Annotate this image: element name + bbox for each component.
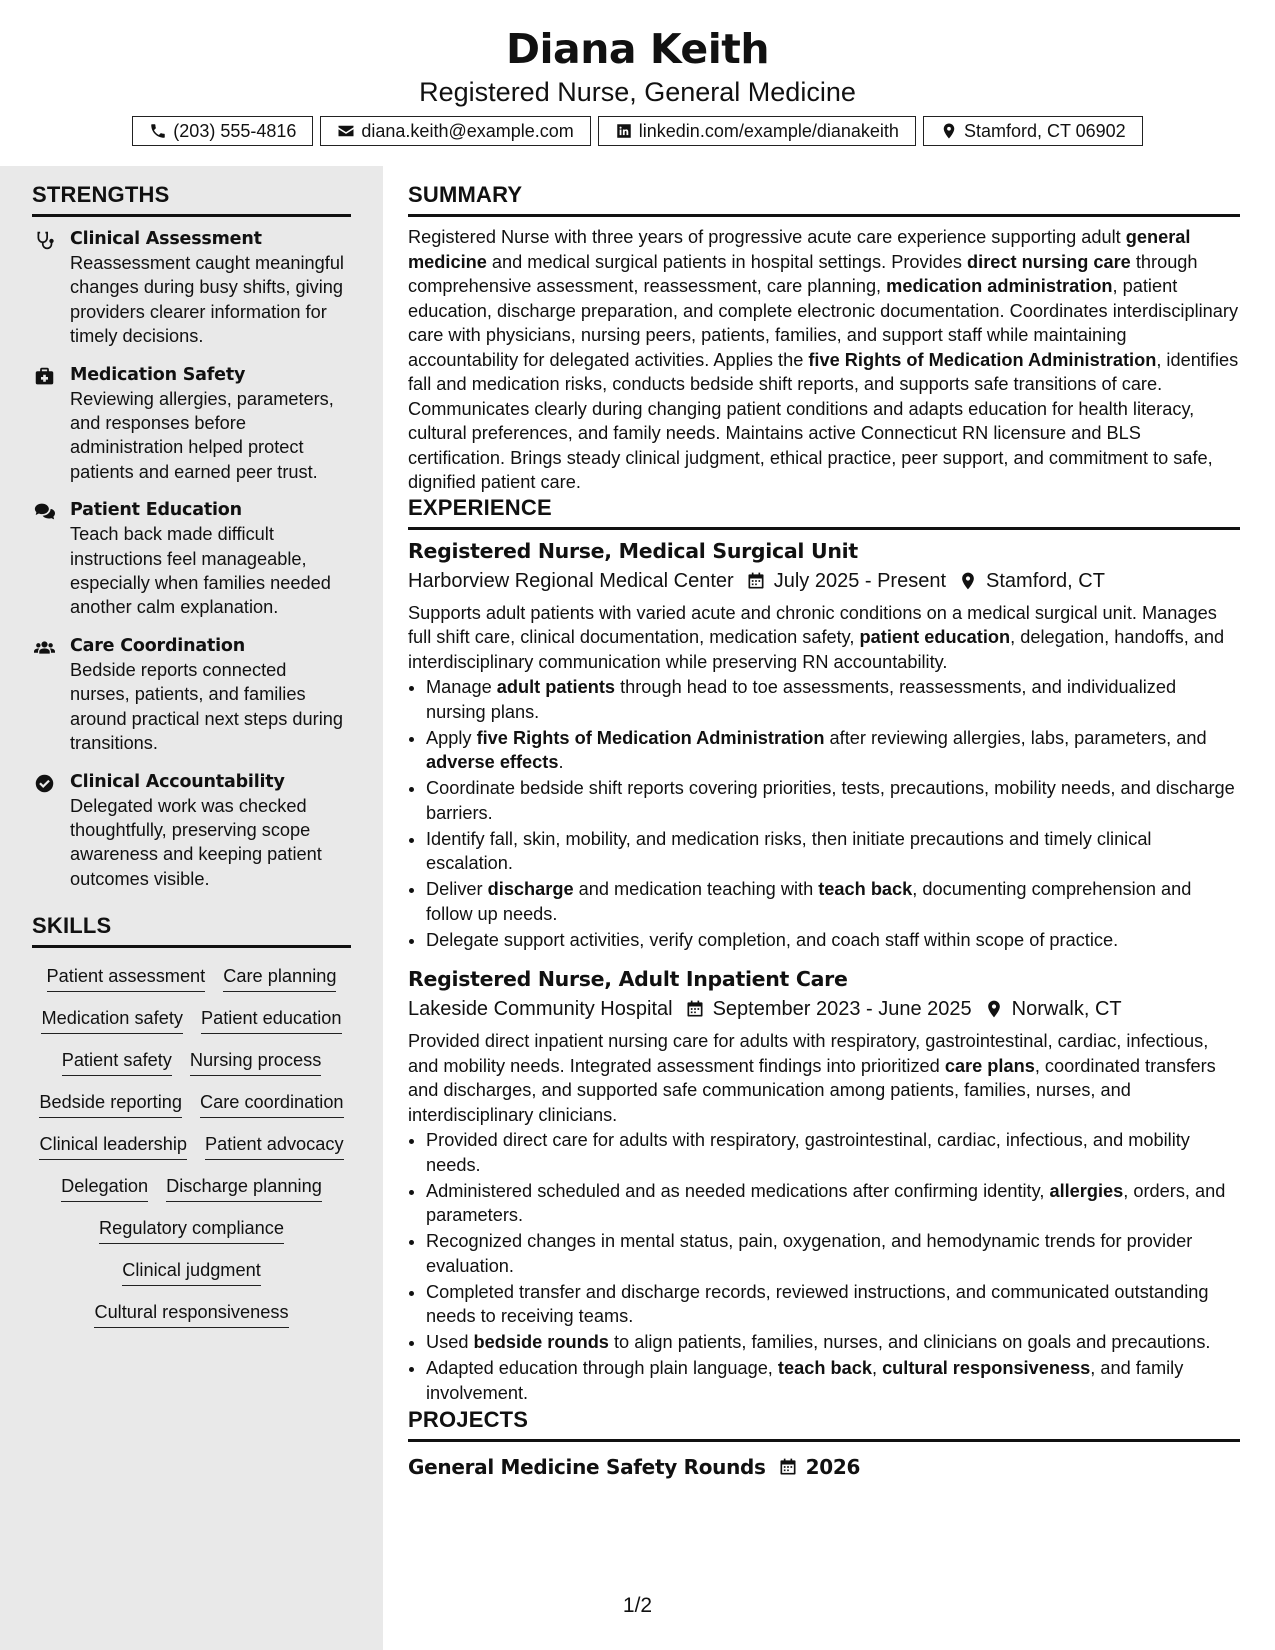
strength-item [32, 363, 351, 485]
medkit-icon [34, 366, 55, 387]
emphasis-text: teach back [777, 1358, 872, 1378]
job-location: Stamford, CT [986, 569, 1105, 592]
job-entry [408, 964, 1240, 1405]
calendar-icon [685, 999, 705, 1019]
job-employer: Lakeside Community Hospital [408, 998, 673, 1020]
skill-tag: Patient education [201, 1006, 342, 1034]
strength-title: Medication Safety [70, 364, 246, 385]
strength-title: Patient Education [70, 500, 242, 521]
page-number: 1/2 [622, 1594, 653, 1617]
strength-desc: Reassessment caught meaningful changes during busy shifts, giving providers clearer information for timely decisions. [70, 253, 344, 347]
skill-tag: Clinical leadership [39, 1132, 187, 1160]
job-title: Registered Nurse, Adult Inpatient Care [408, 967, 848, 991]
emphasis-text: five Rights of Medication Administration [476, 727, 825, 748]
strength-item [32, 227, 351, 349]
summary-text: Registered Nurse with three years of progressive acute care experience supporting adult general medicine and medical surgical patients in hospital settings. Provides direct nursing care through comprehensive assessment, reassessment, care planning, medication administration, patient education, discharge preparation, and complete electronic documentation. Coordinates interdisciplinary care with physicians, nursing peers, patients, families, and support staff while maintaining accountability for delegated activities. Applies the five Rights of Medication Administration, identifies fall and medication risks, conducts bedside shift reports, and supports safe transitions of care. Communicates clearly during changing patient conditions and adapts education for health literacy, cultural preferences, and family needs. Maintains active Connecticut RN licensure and BLS certification. Brings steady clinical judgment, ethical practice, peer support, and commitment to safe, dignified patient care. [408, 227, 1239, 492]
experience-heading: EXPERIENCE [408, 495, 1240, 530]
comments-icon [34, 501, 55, 522]
users-icon [34, 637, 55, 658]
strength-title: Care Coordination [70, 635, 246, 656]
job-title: Registered Nurse, Medical Surgical Unit [408, 538, 858, 563]
contact-email[interactable] [320, 116, 590, 146]
skill-tag: Patient advocacy [205, 1132, 344, 1160]
skill-tag: Regulatory compliance [99, 1216, 284, 1244]
map-pin-icon [984, 999, 1004, 1019]
job-bullet: • Deliver discharge and medication teaching with teach back, documenting comprehension and follow up needs. [426, 877, 1240, 926]
contact-phone-text: (203) 555-4816 [173, 120, 297, 141]
job-location: Norwalk, CT [1011, 998, 1122, 1020]
skills-list [32, 964, 351, 1328]
job-bullet: • Used bedside rounds to align patients, families, nurses, and clinicians on goals and precautions. [426, 1330, 1240, 1355]
job-description: Provided direct inpatient nursing care for adults with respiratory, gastrointestinal, cardiac, infectious, and mobility needs. Integrated assessment findings into prioritized care plans, coordinated transfers and discharges, and supported safe communication among patients, families, nurses, and interdisciplinary clinicians. [408, 1031, 1216, 1125]
job-bullets [408, 675, 1240, 952]
skill-tag: Patient assessment [47, 964, 206, 992]
project-date: 2026 [805, 1454, 861, 1479]
job-dates: September 2023 - June 2025 [712, 998, 972, 1020]
main-content [408, 166, 1240, 1482]
job-bullets [408, 1128, 1240, 1405]
calendar-icon [746, 571, 766, 591]
emphasis-text: adverse effects [426, 752, 559, 772]
sidebar [0, 166, 383, 1650]
contact-email-text: diana.keith@example.com [361, 120, 574, 141]
resume-header [0, 0, 1275, 146]
map-pin-icon [940, 122, 958, 140]
strength-desc: Bedside reports connected nurses, patients, and families around practical next steps during transitions. [70, 659, 343, 754]
contact-bar [0, 116, 1275, 146]
job-bullet: • Provided direct care for adults with respiratory, gastrointestinal, cardiac, infectious, and mobility needs. [426, 1128, 1240, 1177]
strength-title: Clinical Assessment [70, 229, 262, 249]
strength-title: Clinical Accountability [70, 771, 285, 792]
map-pin-icon [958, 571, 978, 591]
emphasis-text: medication administration [886, 276, 1113, 296]
emphasis-text: adult patients [496, 677, 616, 697]
emphasis-text: five Rights of Medication Administration [808, 349, 1157, 370]
job-bullet: • Adapted education through plain language, teach back, cultural responsiveness, and family involvement. [426, 1356, 1240, 1405]
skill-tag: Care coordination [200, 1090, 344, 1118]
emphasis-text: patient education [859, 627, 1011, 647]
skill-tag: Patient safety [62, 1048, 172, 1076]
emphasis-text: bedside rounds [473, 1332, 609, 1352]
emphasis-text: direct nursing care [967, 251, 1131, 272]
project-entry [408, 1452, 1240, 1482]
job-bullet: • Coordinate bedside shift reports covering priorities, tests, precautions, mobility needs, and discharge barriers. [426, 776, 1240, 825]
strength-desc: Teach back made difficult instructions feel manageable, especially when families needed another calm explanation. [70, 524, 331, 618]
emphasis-text: cultural responsiveness [882, 1358, 1091, 1378]
job-bullet: • Manage adult patients through head to toe assessments, reassessments, and individualized nursing plans. [426, 675, 1240, 724]
emphasis-text: discharge [487, 879, 574, 899]
skill-tag: Discharge planning [166, 1174, 322, 1202]
job-bullet: • Delegate support activities, verify completion, and coach staff within scope of practice. [426, 928, 1240, 953]
skill-tag: Bedside reporting [39, 1090, 182, 1118]
job-description: Supports adult patients with varied acute and chronic conditions on a medical surgical unit. Manages full shift care, clinical documentation, medication safety, patient education, delegation, handoffs, and interdisciplinary communication while preserving RN accountability. [408, 602, 1225, 672]
skill-tag: Care planning [223, 964, 336, 992]
skill-tag: Delegation [61, 1174, 148, 1202]
check-circle-icon [34, 773, 55, 794]
job-employer: Harborview Regional Medical Center [408, 569, 734, 592]
contact-phone[interactable] [132, 116, 313, 146]
project-title: General Medicine Safety Rounds [408, 1454, 766, 1479]
skills-heading: SKILLS [32, 913, 351, 948]
emphasis-text: allergies [1049, 1180, 1124, 1201]
emphasis-text: care plans [944, 1055, 1035, 1076]
strength-item [32, 634, 351, 756]
skill-tag: Nursing process [190, 1048, 321, 1076]
skill-tag: Medication safety [41, 1006, 183, 1034]
strength-item [32, 498, 351, 620]
job-entry [408, 536, 1240, 953]
summary-heading: SUMMARY [408, 182, 1240, 217]
job-bullet: • Recognized changes in mental status, pain, oxygenation, and hemodynamic trends for provider evaluation. [426, 1229, 1240, 1278]
candidate-headline: Registered Nurse, General Medicine [419, 77, 856, 107]
envelope-icon [337, 122, 355, 140]
skill-tag: Cultural responsiveness [94, 1300, 288, 1328]
job-meta [408, 994, 1240, 1024]
job-bullet: • Identify fall, skin, mobility, and medication risks, then initiate precautions and timely clinical escalation. [426, 827, 1240, 876]
candidate-name: Diana Keith [505, 25, 770, 73]
job-dates: July 2025 - Present [773, 569, 947, 592]
job-bullet: • Apply five Rights of Medication Administration after reviewing allergies, labs, parameters, and adverse effects. [426, 726, 1240, 775]
stethoscope-icon [34, 230, 55, 251]
strength-desc: Delegated work was checked thoughtfully, preserving scope awareness and keeping patient outcomes visible. [70, 795, 322, 889]
strengths-heading: STRENGTHS [32, 182, 351, 217]
contact-linkedin[interactable] [598, 116, 916, 146]
job-bullet: • Completed transfer and discharge records, reviewed instructions, and communicated outstanding needs to receiving teams. [426, 1280, 1240, 1329]
strengths-list [32, 227, 351, 891]
contact-linkedin-text: linkedin.com/example/dianakeith [638, 120, 899, 141]
calendar-icon [778, 1457, 798, 1477]
job-bullet: • Administered scheduled and as needed medications after confirming identity, allergies, orders, and parameters. [426, 1179, 1240, 1228]
skill-tag: Clinical judgment [122, 1258, 261, 1286]
strength-item [32, 770, 351, 892]
contact-location [923, 116, 1143, 146]
emphasis-text: teach back [818, 879, 913, 899]
phone-icon [149, 122, 167, 140]
linkedin-icon [615, 122, 633, 140]
contact-location-text: Stamford, CT 06902 [963, 120, 1126, 141]
job-meta [408, 566, 1240, 596]
emphasis-text: general medicine [408, 227, 1191, 272]
projects-heading: PROJECTS [408, 1407, 1240, 1442]
strength-desc: Reviewing allergies, parameters, and responses before administration helped protect patients and earned peer trust. [70, 388, 334, 482]
